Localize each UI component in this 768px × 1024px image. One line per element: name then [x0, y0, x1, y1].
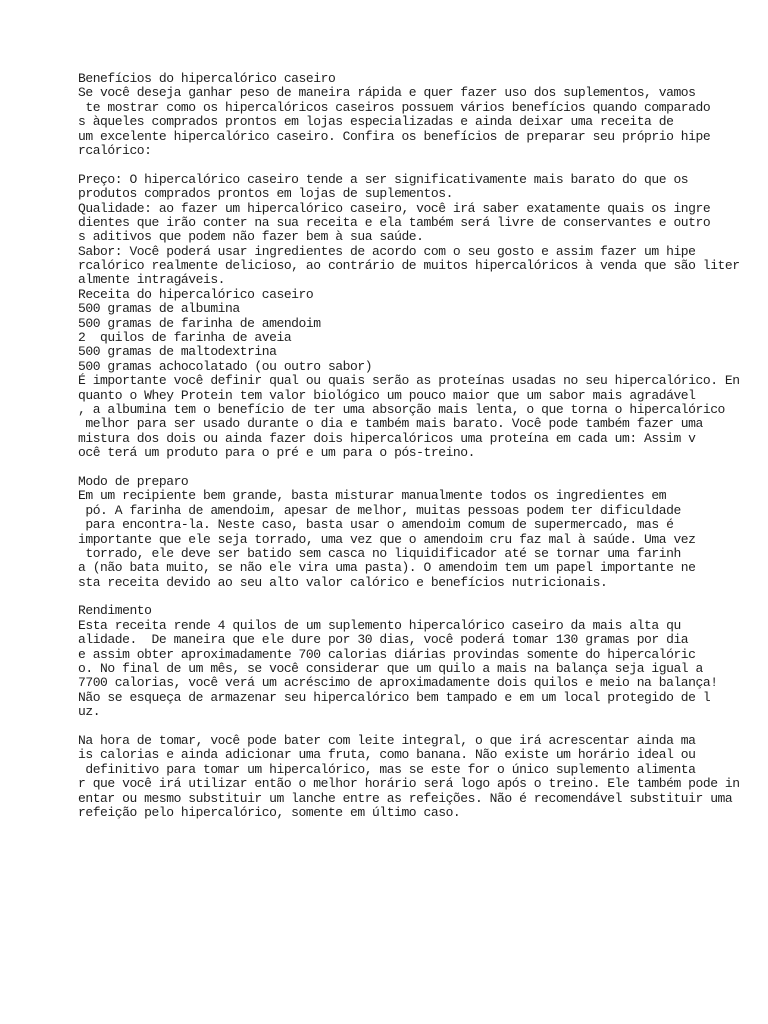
text-line: importante que ele seja torrado, uma vez que o amendoim cru faz mal à saúde. Uma vez: [78, 531, 696, 547]
text-line: uz.: [78, 704, 101, 720]
text-line: entar ou mesmo substituir um lanche entre as refeições. Não é recomendável substituir uma: [78, 790, 733, 806]
text-line: [78, 461, 768, 475]
text-line: ocê terá um produto para o pré e um para o pós-treino.: [78, 445, 475, 461]
text-line: almente intragáveis.: [78, 272, 226, 288]
text-line: alidade. De maneira que ele dure por 30 dias, você poderá tomar 130 gramas por dia: [78, 632, 689, 648]
text-line: definitivo para tomar um hipercalórico, mas se este for o único suplemento alimenta: [78, 761, 696, 777]
text-line: 500 gramas achocolatado (ou outro sabor): [78, 358, 373, 374]
text-line: 500 gramas de farinha de amendoim: [78, 315, 321, 331]
text-line: [78, 590, 768, 604]
text-line: s àqueles comprados prontos em lojas especializadas e ainda deixar uma receita de: [78, 114, 674, 130]
text-line: 500 gramas de albumina: [78, 301, 240, 317]
text-line: , a albumina tem o benefício de ter uma absorção mais lenta, o que torna o hipercalórico: [78, 401, 725, 417]
text-line: Preço: O hipercalórico caseiro tende a ser significativamente mais barato do que os: [78, 171, 689, 187]
text-line: Sabor: Você poderá usar ingredientes de acordo com o seu gosto e assim fazer um hipe: [78, 243, 696, 259]
text-line: quanto o Whey Protein tem valor biológico um pouco maior que um sabor mais agradável: [78, 387, 696, 403]
text-line: Se você deseja ganhar peso de maneira rápida e quer fazer uso dos suplementos, vamos: [78, 85, 696, 101]
text-line: e assim obter aproximadamente 700 calorias diárias provindas somente do hipercalóric: [78, 646, 696, 662]
text-line: Modo de preparo: [78, 473, 189, 489]
text-line: É importante você definir qual ou quais serão as proteínas usadas no seu hipercalórico. En: [78, 373, 740, 389]
text-line: Em um recipiente bem grande, basta misturar manualmente todos os ingredientes em: [78, 488, 667, 504]
text-line: [78, 720, 768, 734]
text-line: Na hora de tomar, você pode bater com leite integral, o que irá acrescentar ainda ma: [78, 732, 696, 748]
text-line: o. No final de um mês, se você considerar que um quilo a mais na balança seja igual a: [78, 661, 703, 677]
text-line: produtos comprados prontos em lojas de suplementos.: [78, 186, 453, 202]
text-line: um excelente hipercalórico caseiro. Confira os benefícios de preparar seu próprio hipe: [78, 128, 711, 144]
text-line: torrado, ele deve ser batido sem casca no liquidificador até se tornar uma farinh: [78, 545, 681, 561]
text-line: r que você irá utilizar então o melhor horário será logo após o treino. Ele também pode in: [78, 776, 740, 792]
text-line: 500 gramas de maltodextrina: [78, 344, 277, 360]
text-line: pó. A farinha de amendoim, apesar de melhor, muitas pessoas podem ter dificuldade: [78, 502, 681, 518]
text-line: a (não bata muito, se não ele vira uma pasta). O amendoim tem um papel importante ne: [78, 560, 696, 576]
text-line: Benefícios do hipercalórico caseiro: [78, 71, 336, 86]
text-line: [78, 158, 768, 172]
text-line: Receita do hipercalórico caseiro: [78, 286, 314, 302]
text-line: Rendimento: [78, 603, 152, 619]
document-body: [78, 72, 768, 820]
text-line: para encontra-la. Neste caso, basta usar o amendoim comum de supermercado, mas é: [78, 517, 674, 533]
text-line: Qualidade: ao fazer um hipercalórico caseiro, você irá saber exatamente quais os ingre: [78, 200, 711, 216]
text-line: rcalórico:: [78, 142, 152, 158]
text-line: sta receita devido ao seu alto valor calórico e benefícios nutricionais.: [78, 574, 608, 590]
text-line: 7700 calorias, você verá um acréscimo de aproximadamente dois quilos e meio na balança!: [78, 675, 718, 691]
text-line: 2 quilos de farinha de aveia: [78, 330, 292, 346]
text-line: te mostrar como os hipercalóricos caseiros possuem vários benefícios quando comparado: [78, 99, 711, 115]
text-line: Esta receita rende 4 quilos de um suplemento hipercalórico caseiro da mais alta qu: [78, 617, 681, 633]
text-line: Não se esqueça de armazenar seu hipercalórico bem tampado e em um local protegido de l: [78, 689, 711, 705]
text-line: mistura dos dois ou ainda fazer dois hipercalóricos uma proteína em cada um: Assim v: [78, 430, 696, 446]
text-line: is calorias e ainda adicionar uma fruta, como banana. Não existe um horário ideal ou: [78, 747, 696, 763]
text-line: melhor para ser usado durante o dia e também mais barato. Você pode também fazer uma: [78, 416, 703, 432]
text-line: rcalórico realmente delicioso, ao contrário de muitos hipercalóricos à venda que são liter: [78, 258, 740, 274]
text-line: refeição pelo hipercalórico, somente em último caso.: [78, 804, 461, 820]
text-line: dientes que irão conter na sua receita e ela também será livre de conservantes e outro: [78, 214, 711, 230]
text-line: s aditivos que podem não fazer bem à sua saúde.: [78, 229, 424, 245]
